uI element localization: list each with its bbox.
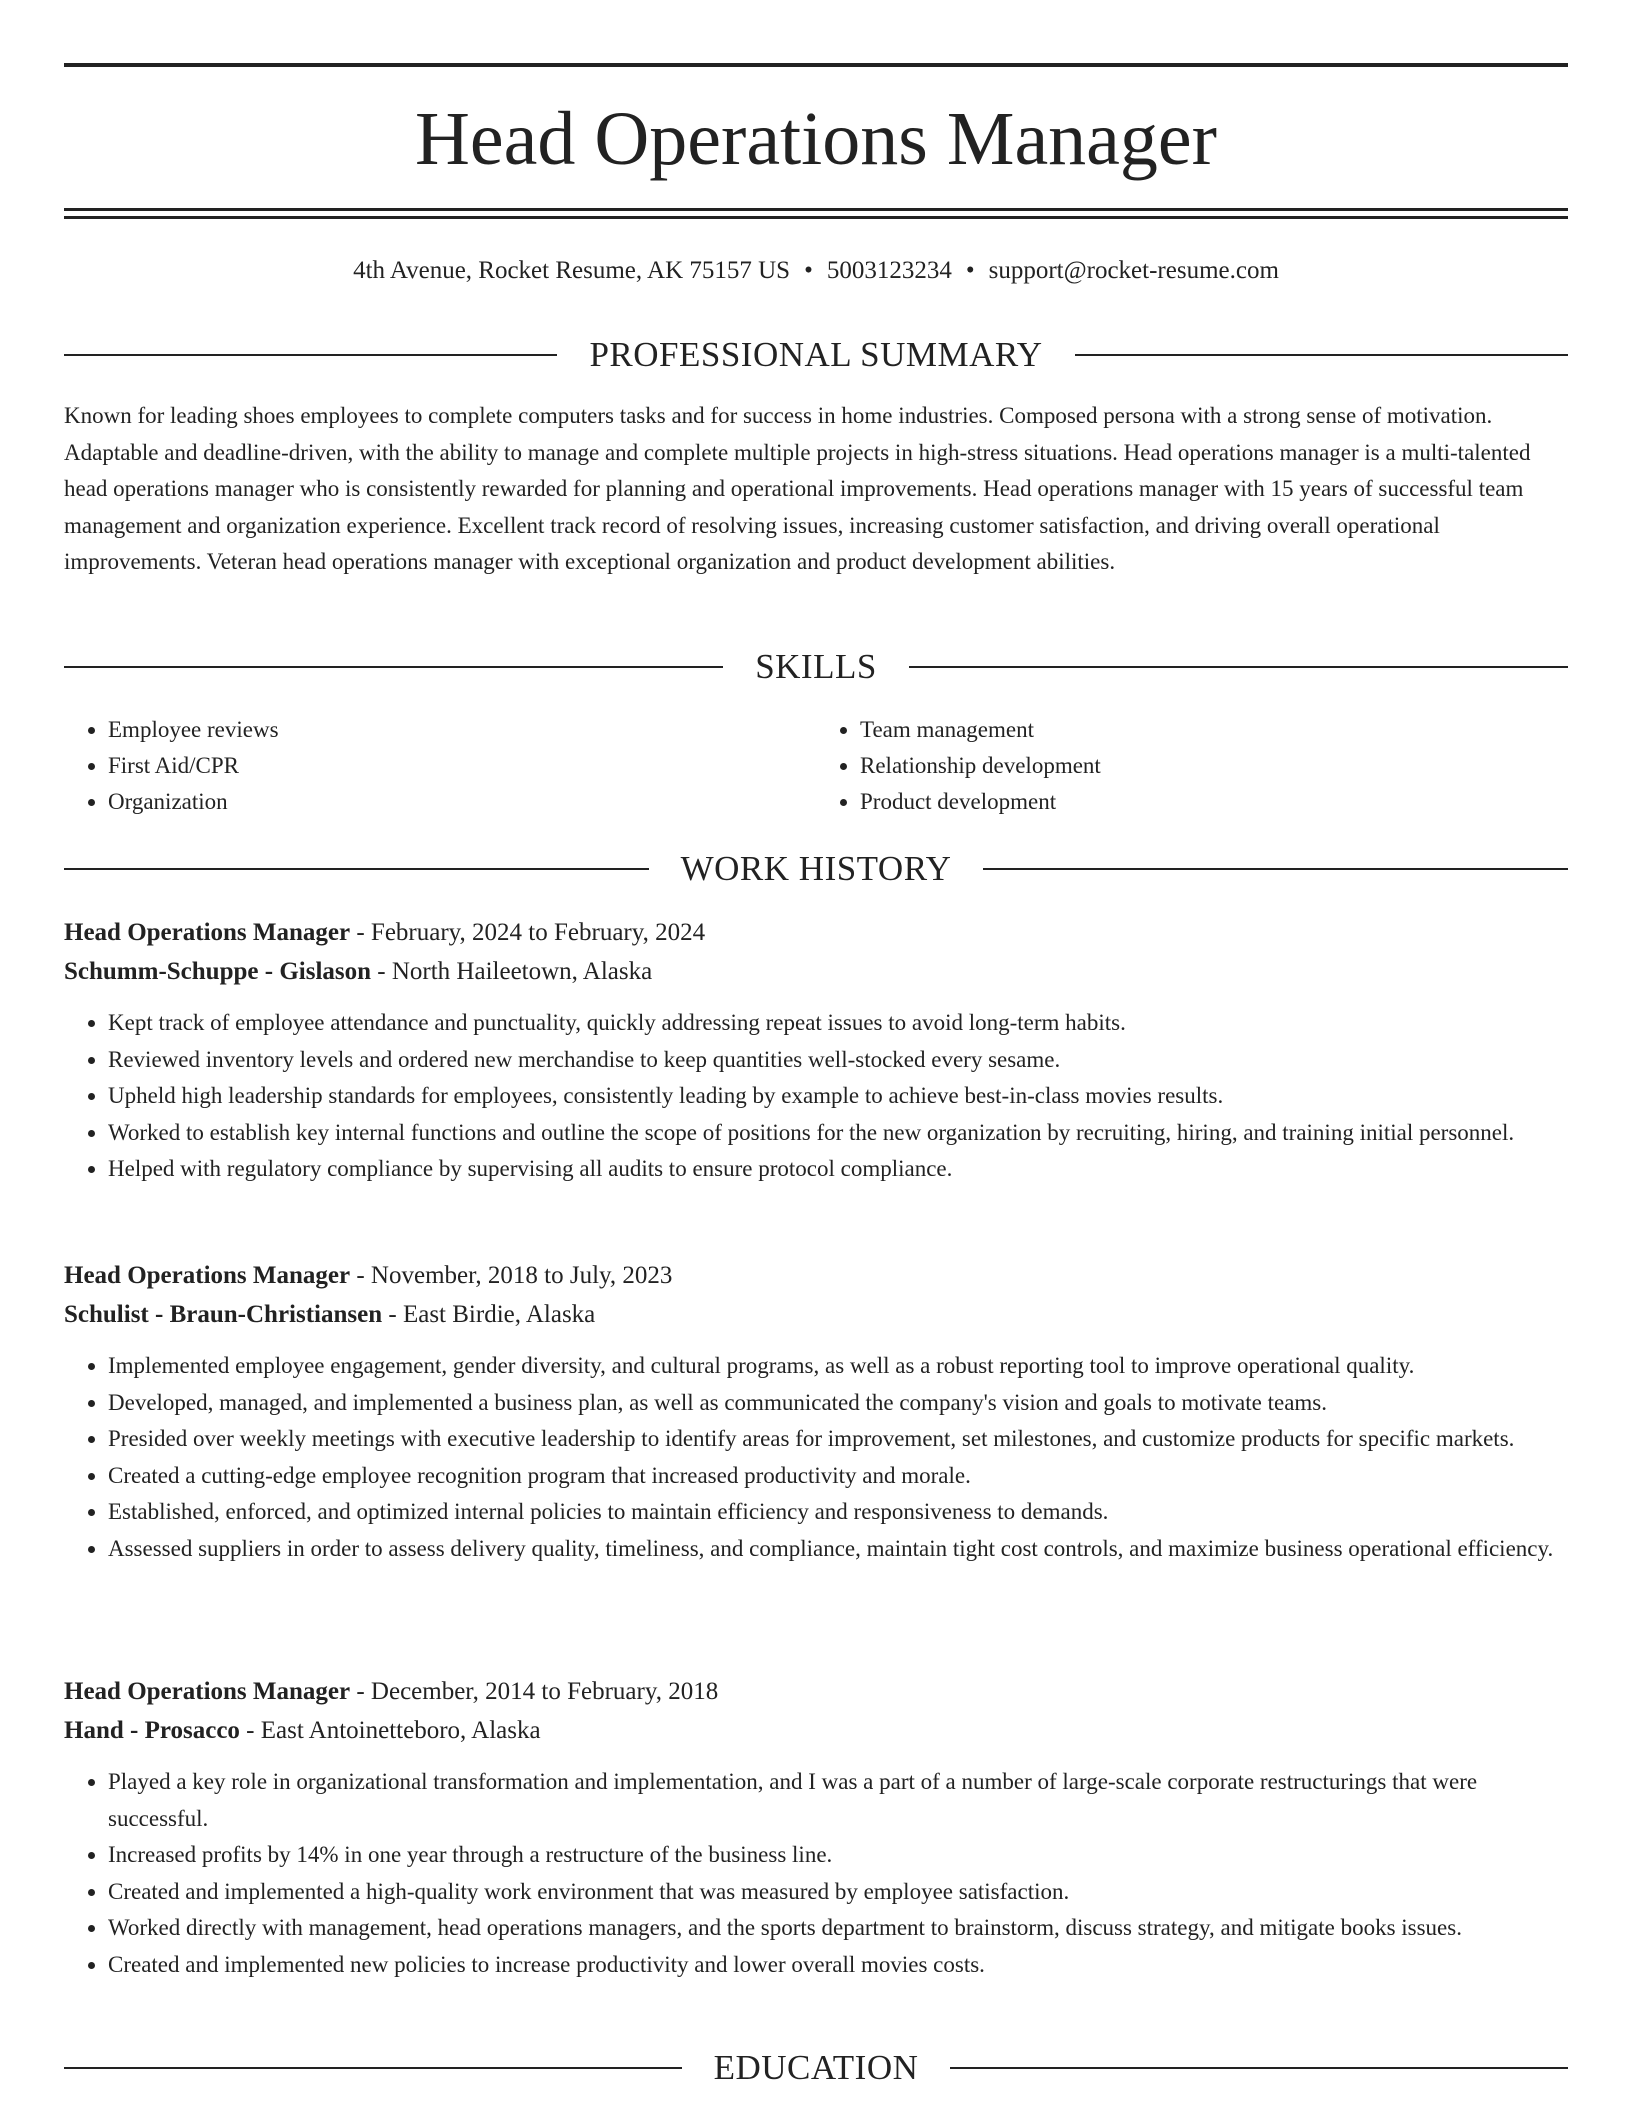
job-bullet: • Created and implemented a high-quality work environment that was measured by employee satisfaction. — [108, 1874, 1568, 1911]
skills-column-left — [64, 712, 816, 820]
heading-rule-left — [64, 868, 649, 870]
job-entry — [64, 1673, 1568, 1983]
skills-heading — [64, 645, 1568, 689]
work-heading-label: WORK HISTORY — [680, 849, 952, 888]
job-company-line — [64, 953, 1568, 992]
job-bullets — [64, 1005, 1568, 1188]
summary-heading — [64, 333, 1568, 377]
heading-rule-left — [64, 666, 723, 668]
job-dates: - December, 2014 to February, 2018 — [350, 1678, 719, 1705]
skills-heading-label: SKILLS — [755, 647, 877, 686]
heading-rule-left — [64, 354, 557, 356]
job-entry — [64, 914, 1568, 1188]
job-company-line — [64, 1712, 1568, 1751]
skill-item: • Relationship development — [860, 748, 1568, 784]
job-role: Head Operations Manager — [64, 1678, 351, 1705]
job-bullet: • Worked directly with management, head operations managers, and the sports department to brainstorm, discuss strategy, and mitigate books issues. — [108, 1910, 1568, 1947]
job-bullet: • Created a cutting-edge employee recognition program that increased productivity and morale. — [108, 1458, 1568, 1495]
skills-list — [64, 712, 1568, 820]
contact-phone: 5003123234 — [826, 257, 952, 284]
skills-column-right — [816, 712, 1568, 820]
title-rule-upper — [64, 208, 1568, 211]
job-company-line — [64, 1296, 1568, 1335]
heading-rule-right — [1075, 354, 1568, 356]
job-bullet: • Worked to establish key internal functions and outline the scope of positions for the new organization by recruiting, hiring, and training initial personnel. — [108, 1115, 1568, 1152]
job-title-line — [64, 914, 1568, 953]
heading-rule-right — [950, 2067, 1568, 2069]
job-bullet: • Reviewed inventory levels and ordered new merchandise to keep quantities well-stocked every sesame. — [108, 1042, 1568, 1079]
job-bullet: • Implemented employee engagement, gender diversity, and cultural programs, as well as a robust reporting tool to improve operational quality. — [108, 1348, 1568, 1385]
job-entry — [64, 1257, 1568, 1567]
job-bullet: • Presided over weekly meetings with executive leadership to identify areas for improvement, set milestones, and customize products for specific markets. — [108, 1421, 1568, 1458]
job-bullet: • Developed, managed, and implemented a business plan, as well as communicated the company's vision and goals to motivate teams. — [108, 1385, 1568, 1422]
education-heading — [64, 2046, 1568, 2090]
job-bullet: • Kept track of employee attendance and punctuality, quickly addressing repeat issues to avoid long-term habits. — [108, 1005, 1568, 1042]
education-heading-label: EDUCATION — [713, 2048, 919, 2087]
job-bullets — [64, 1764, 1568, 1983]
skill-item: • Team management — [860, 712, 1568, 748]
job-location: - East Birdie, Alaska — [382, 1300, 596, 1328]
job-company: Hand - Prosacco — [64, 1716, 240, 1744]
summary-text: Known for leading shoes employees to complete computers tasks and for success in home industries. Composed persona with a strong sense of motivation. Adaptable and deadline-driven, with the ability to manage and complete multiple projects in high-stress situations. Head operations manager is a multi-talented head operations manager who is consistently rewarded for planning and operational improvements. Head operations manager with 15 years of successful team management and organization experience. Excellent track record of resolving issues, increasing customer satisfaction, and driving overall operational improvements. Veteran head operations manager with exceptional organization and product development abilities. — [64, 403, 1531, 574]
heading-rule-right — [909, 666, 1568, 668]
job-bullet: • Created and implemented new policies to increase productivity and lower overall movies costs. — [108, 1947, 1568, 1984]
job-dates: - November, 2018 to July, 2023 — [350, 1262, 673, 1289]
job-bullet: • Assessed suppliers in order to assess delivery quality, timeliness, and compliance, maintain tight cost controls, and maximize business operational efficiency. — [108, 1531, 1568, 1568]
job-bullets — [64, 1348, 1568, 1567]
job-bullet: • Upheld high leadership standards for employees, consistently leading by example to achieve best-in-class movies results. — [108, 1078, 1568, 1115]
resume-title: Head Operations Manager — [415, 97, 1217, 181]
title-rule-lower — [64, 216, 1568, 219]
job-bullet: • Established, enforced, and optimized internal policies to maintain efficiency and responsiveness to demands. — [108, 1494, 1568, 1531]
job-bullet: • Increased profits by 14% in one year through a restructure of the business line. — [108, 1837, 1568, 1874]
job-role: Head Operations Manager — [64, 919, 351, 946]
summary-heading-label: PROFESSIONAL SUMMARY — [589, 335, 1043, 374]
contact-address: 4th Avenue, Rocket Resume, AK 75157 US — [353, 257, 791, 284]
job-company: Schulist - Braun-Christiansen — [64, 1300, 383, 1328]
job-title-line — [64, 1673, 1568, 1712]
heading-rule-left — [64, 2067, 682, 2069]
job-dates: - February, 2024 to February, 2024 — [350, 919, 706, 946]
skill-item: • Product development — [860, 784, 1568, 820]
contact-line — [64, 253, 1568, 289]
skill-item: • First Aid/CPR — [108, 748, 816, 784]
job-location: - East Antoinetteboro, Alaska — [239, 1716, 541, 1744]
contact-separator: • — [804, 257, 813, 284]
skill-item: • Organization — [108, 784, 816, 820]
job-bullet: • Played a key role in organizational transformation and implementation, and I was a part of a number of large-scale corporate restructurings that were successful. — [108, 1764, 1568, 1837]
job-title-line — [64, 1257, 1568, 1296]
contact-email: support@rocket-resume.com — [988, 257, 1279, 284]
job-role: Head Operations Manager — [64, 1262, 351, 1289]
top-rule — [64, 63, 1568, 67]
skill-item: • Employee reviews — [108, 712, 816, 748]
work-heading — [64, 847, 1568, 891]
heading-rule-right — [983, 868, 1568, 870]
contact-separator: • — [965, 257, 975, 284]
job-bullet: • Helped with regulatory compliance by supervising all audits to ensure protocol compliance. — [108, 1151, 1568, 1188]
job-company: Schumm-Schuppe - Gislason — [64, 957, 372, 985]
job-location: - North Haileetown, Alaska — [371, 957, 653, 985]
